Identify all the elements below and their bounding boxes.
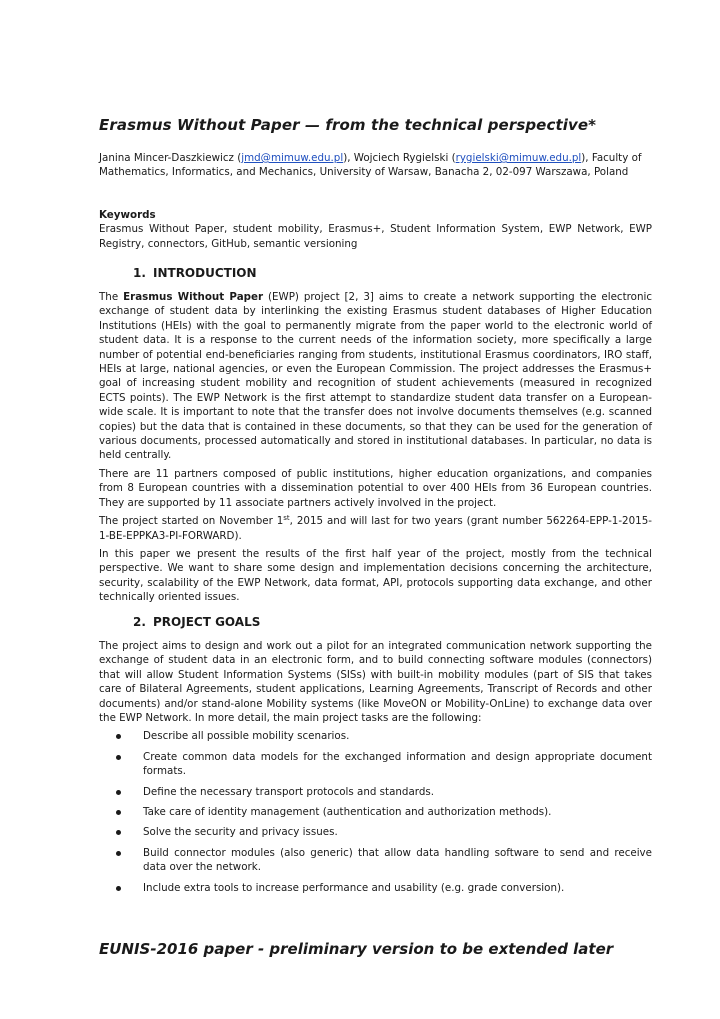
list-item (99, 825, 652, 839)
author-1: Janina Mincer-Daszkiewicz ( (99, 152, 242, 164)
goal-text: Take care of identity management (authentication and authorization methods). (143, 806, 552, 819)
paper-title: Erasmus Without Paper — from the technical perspective* (99, 116, 597, 134)
goal-text: Build connector modules (also generic) that allow data handling software to send and receive data over the network. (143, 846, 652, 874)
intro-p3-sup: st (283, 514, 290, 523)
email-link-1[interactable]: jmd@mimuw.edu.pl (241, 152, 344, 164)
section-1-body (99, 290, 652, 609)
bullet-icon (116, 851, 121, 856)
list-item (99, 785, 652, 799)
list-item (99, 846, 652, 875)
bullet-icon (116, 755, 121, 760)
intro-p3-pre: The project started on November 1 (99, 515, 284, 528)
email-link-2[interactable]: rygielski@mimuw.edu.pl (455, 152, 582, 164)
section-2-title: PROJECT GOALS (153, 615, 261, 629)
bullet-icon (116, 734, 121, 739)
bullet-icon (116, 790, 121, 795)
list-item (99, 729, 652, 743)
goals-list (99, 729, 652, 895)
intro-p1-pre: The (99, 291, 124, 303)
section-1-title: INTRODUCTION (153, 266, 257, 280)
keywords-text: Erasmus Without Paper, student mobility, Erasmus+, Student Information System, EWP Network, EWP Registry, connectors, GitHub, semantic versioning (99, 223, 652, 250)
intro-paragraph-4: In this paper we present the results of the first half year of the project, mostly from the technical perspective. We want to share some design and implementation decisions concerning the architecture, security, scalability of the EWP Network, data format, API, protocols supporting data exchange, and other technically oriented issues. (99, 547, 652, 604)
intro-p1-post: (EWP) project [2, 3] aims to create a network supporting the electronic exchange of student data by interlinking the existing Erasmus student databases of Higher Education Institutions (HEIs) with the goal to permanently migrate from the paper world to the electronic world of student data. It is a response to the current needs of the information society, more specifically a large number of potential end-beneficiaries ranging from students, institutional Erasmus coordinators, IRO staff, HEIs at large, national agencies, or even the European Commission. The project addresses the Erasmus+ goal of increasing student mobility and recognition of student achievements (measured in recognized ECTS points). The EWP Network is the first attempt to standardize student data transfer on a European-wide scale. It is important to note that the transfer does not involve documents themselves (e.g. scanned copies) but the data that is contained in these documents, so that they can be used for the generation of various documents, processed automatically and stored in institutional databases. In particular, no data is held centrally. (99, 291, 652, 462)
section-1-heading (133, 266, 257, 280)
section-2-heading (133, 615, 260, 629)
goal-text: Create common data models for the exchanged information and design appropriate document formats. (143, 750, 652, 778)
keywords-block (99, 208, 652, 251)
page-footer: EUNIS-2016 paper - preliminary version to be extended later (99, 940, 614, 958)
intro-p3-post: , 2015 and will last for two years (grant number 562264-EPP-1-2015-1-BE-EPPKA3-PI-FORWARD). (99, 515, 652, 542)
goal-text: Define the necessary transport protocols and standards. (143, 785, 434, 798)
intro-paragraph-2: There are 11 partners composed of public institutions, higher education organizations, and companies from 8 European countries with a dissemination potential to over 400 HEIs from 36 European countries. They are supported by 11 associate partners actively involved in the project. (99, 467, 652, 509)
goal-text: Include extra tools to increase performance and usability (e.g. grade conversion). (143, 881, 565, 894)
bullet-icon (116, 886, 121, 891)
section-2-body (99, 639, 652, 901)
section-1-number: 1. (133, 266, 146, 280)
intro-paragraph-1 (99, 290, 652, 463)
section-2-number: 2. (133, 615, 146, 629)
list-item (99, 881, 652, 895)
goals-paragraph: The project aims to design and work out a pilot for an integrated communication network supporting the exchange of student data in an electronic form, and to build connecting software modules (connectors) that will allow Student Information Systems (SISs) with built-in mobility modules (part of SIS that takes care of Bilateral Agreements, student applications, Learning Agreements, Transcript of Records and other documents) and/or stand-alone Mobility systems (like MoveON or Mobility-OnLine) to exchange data over the EWP Network. In more detail, the main project tasks are the following: (99, 640, 652, 725)
goal-text: Solve the security and privacy issues. (143, 826, 338, 839)
author-2: ), Wojciech Rygielski ( (343, 152, 456, 164)
intro-p1-bold: Erasmus Without Paper (123, 291, 264, 303)
list-item (99, 750, 652, 779)
affiliation: ), Faculty of Mathematics, Informatics, and Mechanics, University of Warsaw, Banacha 2, 02-097 Warszawa, Poland (99, 152, 642, 179)
intro-paragraph-3 (99, 514, 652, 543)
list-item (99, 805, 652, 819)
keywords-heading: Keywords (99, 209, 156, 221)
bullet-icon (116, 810, 121, 815)
bullet-icon (116, 830, 121, 835)
goal-text: Describe all possible mobility scenarios. (143, 730, 350, 743)
author-block (99, 151, 652, 180)
